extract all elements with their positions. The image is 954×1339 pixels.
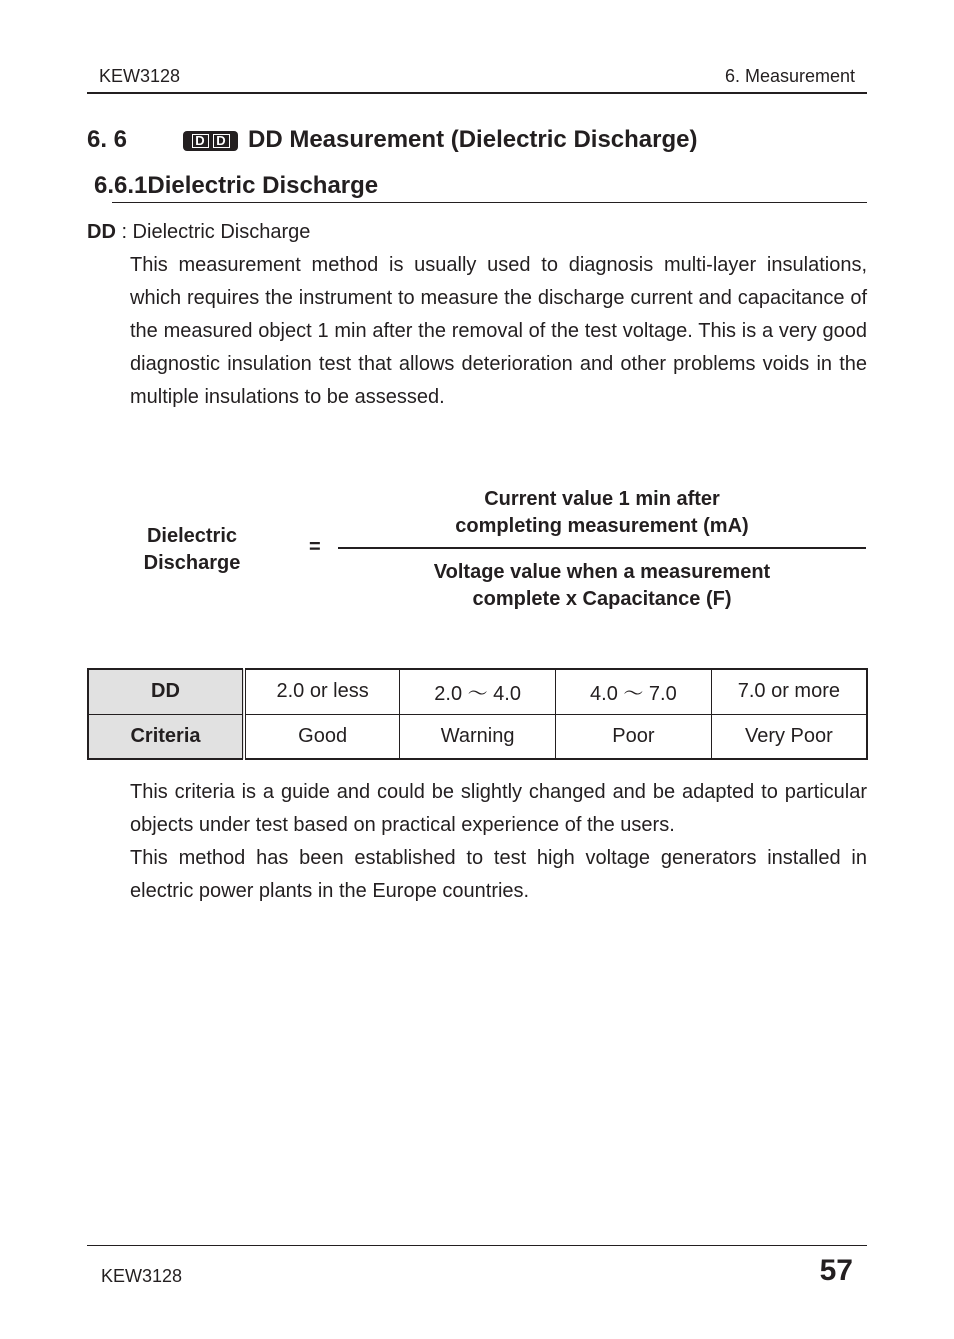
row-header: Criteria: [88, 714, 244, 759]
table-cell: 2.0 ～ 4.0: [400, 669, 556, 714]
table-cell: 2.0 or less: [244, 669, 400, 714]
footer-rule: [87, 1245, 867, 1246]
formula-equals: =: [309, 536, 321, 558]
header-rule: [87, 92, 867, 94]
header-chapter: 6. Measurement: [724, 66, 855, 86]
formula-numerator: [338, 486, 866, 540]
formula-numerator-line: completing measurement (mA): [455, 515, 749, 537]
definition-paragraph: This measurement method is usually used to diagnosis multi-layer insulations, which requires the instrument to measure the discharge current and capacitance of the measured object 1 min after the removal of the test voltage. This is a very good diagnostic insulation test that allows deterioration and other problems voids in the multiple insulations to be assessed.: [130, 254, 867, 408]
definition-text: : Dielectric Discharge: [115, 221, 311, 243]
formula-numerator-line: Current value 1 min after: [484, 488, 720, 510]
formula-denominator-line: Voltage value when a measurement: [433, 561, 771, 583]
dd-badge-icon: [183, 131, 238, 151]
section-title: DD Measurement (Dielectric Discharge): [248, 126, 698, 153]
table-cell: Very Poor: [711, 714, 867, 759]
definition-term: DD: [87, 221, 116, 243]
table-cell: Poor: [556, 714, 712, 759]
dd-badge-letter: D: [192, 134, 209, 148]
header-model: KEW3128: [99, 66, 181, 86]
table-row: [88, 669, 867, 714]
formula-denominator: [338, 559, 866, 613]
formula-lhs-line: Dielectric: [146, 525, 238, 547]
fraction-bar: [338, 547, 866, 549]
formula-denominator-line: complete x Capacitance (F): [472, 588, 732, 610]
criteria-table: [87, 668, 868, 760]
dd-badge-letter: D: [213, 134, 230, 148]
formula-lhs-line: Discharge: [143, 552, 241, 574]
note-paragraph: This criteria is a guide and could be slightly changed and be adapted to particular objects under test based on practical experience of the users.: [130, 781, 867, 836]
subsection-title: 6.6.1Dielectric Discharge: [94, 172, 379, 199]
table-row: [88, 714, 867, 759]
definition-line: [87, 221, 310, 244]
section-number: 6. 6: [87, 126, 128, 153]
table-cell: 7.0 or more: [711, 669, 867, 714]
subsection-rule: [112, 202, 867, 203]
table-cell: Good: [244, 714, 400, 759]
formula-lhs: [122, 523, 262, 577]
table-cell: Warning: [400, 714, 556, 759]
row-header: DD: [88, 669, 244, 714]
page-number: 57: [819, 1254, 853, 1287]
table-cell: 4.0 ～ 7.0: [556, 669, 712, 714]
footer-model: KEW3128: [101, 1266, 183, 1286]
note-paragraph: This method has been established to test high voltage generators installed in electric power plants in the Europe countries.: [130, 847, 867, 902]
